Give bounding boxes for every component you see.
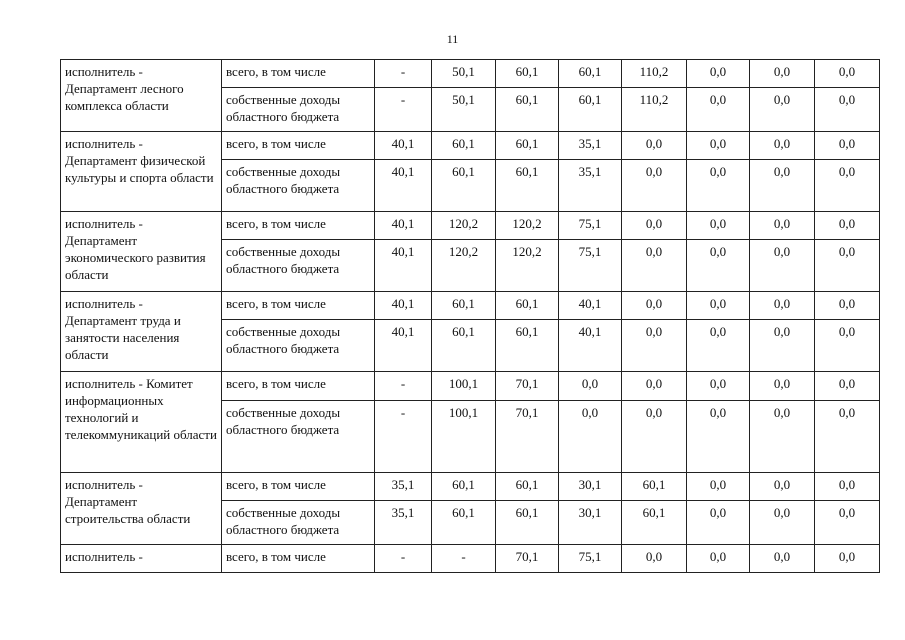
value-cell: 70,1 xyxy=(496,401,559,473)
value-cell: 0,0 xyxy=(750,132,815,160)
executor-cell: исполнитель - Департамент труда и занятости населения области xyxy=(61,292,222,372)
value-cell: 0,0 xyxy=(622,160,687,212)
value-cell: 50,1 xyxy=(432,60,496,88)
value-cell: 75,1 xyxy=(559,545,622,573)
value-cell: 0,0 xyxy=(815,292,880,320)
value-cell: 0,0 xyxy=(815,372,880,401)
value-cell: 110,2 xyxy=(622,60,687,88)
value-cell: 0,0 xyxy=(750,60,815,88)
executor-cell: исполнитель - Департамент физической культуры и спорта области xyxy=(61,132,222,212)
table-row xyxy=(61,292,880,320)
value-cell: 0,0 xyxy=(687,501,750,545)
value-cell: 0,0 xyxy=(815,212,880,240)
value-cell: 100,1 xyxy=(432,372,496,401)
value-cell: 60,1 xyxy=(496,501,559,545)
table-row xyxy=(61,473,880,501)
table-row xyxy=(61,132,880,160)
table-row xyxy=(61,60,880,88)
budget-table xyxy=(60,59,880,573)
value-cell: 40,1 xyxy=(375,292,432,320)
value-cell: 40,1 xyxy=(375,212,432,240)
value-cell: - xyxy=(375,545,432,573)
value-cell: 60,1 xyxy=(559,88,622,132)
value-cell: 0,0 xyxy=(622,372,687,401)
value-cell: 0,0 xyxy=(815,240,880,292)
value-cell: 0,0 xyxy=(622,320,687,372)
value-cell: 40,1 xyxy=(375,240,432,292)
value-cell: 0,0 xyxy=(750,292,815,320)
value-cell: - xyxy=(375,372,432,401)
value-cell: 30,1 xyxy=(559,473,622,501)
value-cell: 0,0 xyxy=(750,320,815,372)
value-cell: - xyxy=(375,401,432,473)
row-label-own-revenue: собственные доходы областного бюджета xyxy=(222,240,375,292)
value-cell: 120,2 xyxy=(432,212,496,240)
row-label-total: всего, в том числе xyxy=(222,372,375,401)
value-cell: 0,0 xyxy=(687,320,750,372)
value-cell: 60,1 xyxy=(496,320,559,372)
value-cell: 60,1 xyxy=(496,160,559,212)
value-cell: 0,0 xyxy=(687,212,750,240)
value-cell: 60,1 xyxy=(432,320,496,372)
row-label-own-revenue: собственные доходы областного бюджета xyxy=(222,501,375,545)
value-cell: 100,1 xyxy=(432,401,496,473)
table-row xyxy=(61,545,880,573)
value-cell: 0,0 xyxy=(750,212,815,240)
value-cell: 0,0 xyxy=(687,60,750,88)
value-cell: 0,0 xyxy=(622,401,687,473)
table-row xyxy=(61,212,880,240)
value-cell: 0,0 xyxy=(622,545,687,573)
value-cell: 0,0 xyxy=(687,545,750,573)
value-cell: 0,0 xyxy=(750,501,815,545)
row-label-total: всего, в том числе xyxy=(222,545,375,573)
value-cell: 60,1 xyxy=(496,473,559,501)
value-cell: 0,0 xyxy=(815,545,880,573)
value-cell: 35,1 xyxy=(559,160,622,212)
row-label-total: всего, в том числе xyxy=(222,473,375,501)
value-cell: 40,1 xyxy=(375,160,432,212)
value-cell: 0,0 xyxy=(750,545,815,573)
value-cell: 35,1 xyxy=(375,473,432,501)
value-cell: 120,2 xyxy=(432,240,496,292)
value-cell: 60,1 xyxy=(496,60,559,88)
executor-cell: исполнитель - Комитет информационных технологий и телекоммуникаций области xyxy=(61,372,222,473)
value-cell: 110,2 xyxy=(622,88,687,132)
value-cell: 0,0 xyxy=(687,240,750,292)
value-cell: 60,1 xyxy=(622,501,687,545)
value-cell: 0,0 xyxy=(687,160,750,212)
value-cell: 60,1 xyxy=(432,473,496,501)
value-cell: 0,0 xyxy=(687,292,750,320)
value-cell: 0,0 xyxy=(622,212,687,240)
value-cell: 0,0 xyxy=(815,132,880,160)
value-cell: 0,0 xyxy=(687,132,750,160)
value-cell: 0,0 xyxy=(750,88,815,132)
value-cell: 120,2 xyxy=(496,240,559,292)
value-cell: 60,1 xyxy=(622,473,687,501)
value-cell: 0,0 xyxy=(750,160,815,212)
value-cell: - xyxy=(375,60,432,88)
value-cell: 0,0 xyxy=(750,473,815,501)
value-cell: 60,1 xyxy=(432,160,496,212)
value-cell: 0,0 xyxy=(815,88,880,132)
executor-cell: исполнитель - Департамент лесного комплекса области xyxy=(61,60,222,132)
value-cell: 0,0 xyxy=(559,372,622,401)
executor-cell: исполнитель - xyxy=(61,545,222,573)
value-cell: 0,0 xyxy=(750,372,815,401)
value-cell: 40,1 xyxy=(559,292,622,320)
table-row xyxy=(61,372,880,401)
value-cell: 35,1 xyxy=(559,132,622,160)
value-cell: 60,1 xyxy=(559,60,622,88)
value-cell: 60,1 xyxy=(432,501,496,545)
value-cell: 0,0 xyxy=(815,473,880,501)
value-cell: 0,0 xyxy=(687,372,750,401)
value-cell: 0,0 xyxy=(622,132,687,160)
row-label-total: всего, в том числе xyxy=(222,132,375,160)
value-cell: 0,0 xyxy=(750,240,815,292)
value-cell: 40,1 xyxy=(559,320,622,372)
value-cell: 60,1 xyxy=(496,88,559,132)
executor-cell: исполнитель - Департамент экономического развития области xyxy=(61,212,222,292)
value-cell: 30,1 xyxy=(559,501,622,545)
value-cell: 70,1 xyxy=(496,372,559,401)
value-cell: - xyxy=(375,88,432,132)
value-cell: 75,1 xyxy=(559,212,622,240)
value-cell: 0,0 xyxy=(815,60,880,88)
row-label-total: всего, в том числе xyxy=(222,292,375,320)
value-cell: - xyxy=(432,545,496,573)
row-label-own-revenue: собственные доходы областного бюджета xyxy=(222,88,375,132)
value-cell: 0,0 xyxy=(622,240,687,292)
value-cell: 60,1 xyxy=(432,292,496,320)
value-cell: 0,0 xyxy=(815,320,880,372)
row-label-total: всего, в том числе xyxy=(222,212,375,240)
value-cell: 0,0 xyxy=(815,401,880,473)
value-cell: 50,1 xyxy=(432,88,496,132)
row-label-own-revenue: собственные доходы областного бюджета xyxy=(222,320,375,372)
value-cell: 0,0 xyxy=(622,292,687,320)
value-cell: 70,1 xyxy=(496,545,559,573)
row-label-total: всего, в том числе xyxy=(222,60,375,88)
value-cell: 0,0 xyxy=(687,473,750,501)
value-cell: 60,1 xyxy=(496,292,559,320)
value-cell: 40,1 xyxy=(375,132,432,160)
value-cell: 0,0 xyxy=(687,88,750,132)
value-cell: 0,0 xyxy=(687,401,750,473)
row-label-own-revenue: собственные доходы областного бюджета xyxy=(222,401,375,473)
value-cell: 0,0 xyxy=(815,160,880,212)
value-cell: 75,1 xyxy=(559,240,622,292)
page-number: 11 xyxy=(446,32,459,46)
value-cell: 40,1 xyxy=(375,320,432,372)
value-cell: 35,1 xyxy=(375,501,432,545)
row-label-own-revenue: собственные доходы областного бюджета xyxy=(222,160,375,212)
value-cell: 0,0 xyxy=(750,401,815,473)
value-cell: 0,0 xyxy=(559,401,622,473)
value-cell: 0,0 xyxy=(815,501,880,545)
value-cell: 60,1 xyxy=(496,132,559,160)
value-cell: 120,2 xyxy=(496,212,559,240)
executor-cell: исполнитель - Департамент строительства области xyxy=(61,473,222,545)
value-cell: 60,1 xyxy=(432,132,496,160)
